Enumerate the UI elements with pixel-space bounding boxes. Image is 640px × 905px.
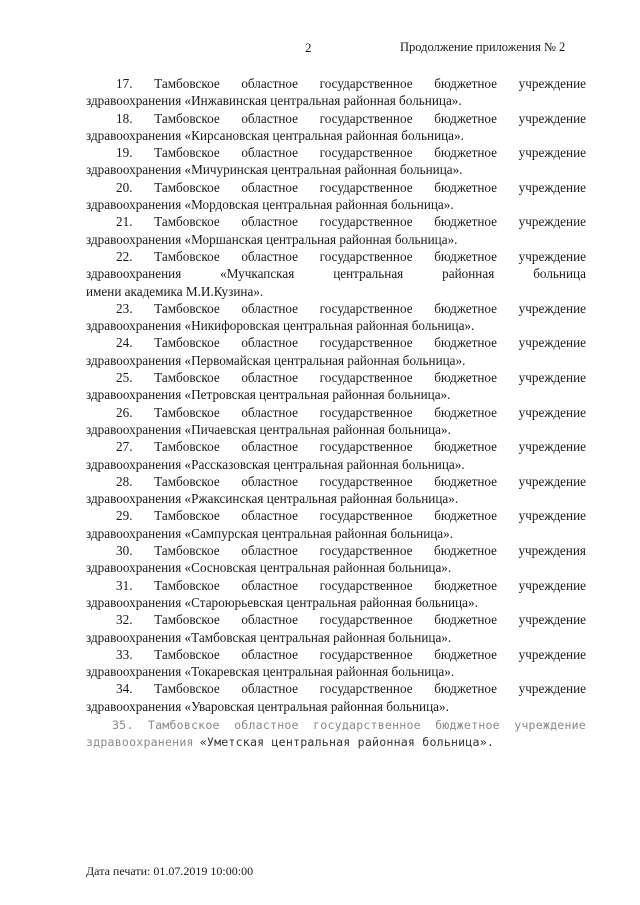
item-first-line — [86, 680, 586, 697]
item-word: учреждение — [518, 248, 586, 264]
item-number: 32. — [116, 612, 133, 628]
item-last-line: здравоохранения «Староюрьевская центральная районная больница». — [86, 594, 478, 610]
item-word: учреждение — [518, 508, 586, 524]
item-first-line — [86, 507, 586, 524]
item-word: Тамбовское — [154, 612, 220, 628]
item-word: учреждение — [518, 681, 586, 697]
item-first-line — [86, 577, 586, 594]
item-first-line — [86, 75, 586, 92]
item-word: бюджетное — [434, 145, 498, 161]
item-word: государственное — [319, 214, 413, 230]
item-first-line — [86, 404, 586, 421]
item-word: Тамбовское — [154, 646, 220, 662]
item-last-line: здравоохранения «Ржаксинская центральная районная больница». — [86, 491, 459, 507]
list-item — [86, 248, 586, 300]
list-item — [86, 75, 586, 110]
item-word: государственное — [313, 717, 421, 732]
item-number: 22. — [116, 248, 133, 264]
item-word: государственное — [319, 577, 413, 593]
item-first-line — [86, 542, 586, 559]
item-last-line: здравоохранения «Никифоровская центральная районная больница». — [86, 318, 475, 334]
item-word: государственное — [319, 646, 413, 662]
item-first-line — [86, 717, 586, 734]
item-first-line — [86, 473, 586, 490]
item-last-line: здравоохранения «Уваровская центральная районная больница». — [86, 698, 449, 714]
item-word: Тамбовское — [154, 508, 220, 524]
item-number: 18. — [116, 110, 133, 126]
list-item — [86, 369, 586, 404]
list-items — [86, 75, 586, 715]
list-item — [86, 300, 586, 335]
item-word: областное — [241, 214, 299, 230]
item-word: больница — [533, 266, 586, 282]
item-word: областное — [241, 681, 299, 697]
item-word: областное — [241, 179, 299, 195]
item-first-line — [86, 369, 586, 386]
item-word: Тамбовское — [154, 439, 220, 455]
item-institution-name: «Уметская центральная районная больница». — [199, 735, 495, 750]
item-word: областное — [241, 335, 299, 351]
item-word: государственное — [319, 508, 413, 524]
item-word: Тамбовское — [154, 300, 220, 316]
item-word: бюджетное — [434, 543, 497, 559]
item-last-line: здравоохранения «Мордовская центральная районная больница». — [86, 197, 454, 213]
item-word: государственное — [319, 612, 413, 628]
item-word: областное — [241, 439, 299, 455]
continuation-header: Продолжение приложения № 2 — [400, 40, 566, 54]
item-first-line — [86, 248, 586, 265]
item-word: бюджетное — [434, 300, 498, 316]
list-item — [86, 473, 586, 508]
item-number: 35. — [112, 717, 134, 732]
item-word: районная — [442, 266, 495, 282]
item-word: бюджетное — [434, 76, 498, 91]
item-last-line: здравоохранения «Кирсановская центральная районная больница». — [86, 127, 464, 143]
item-word: государственное — [319, 439, 413, 455]
item-number: 20. — [116, 179, 133, 195]
item-last-line: здравоохранения «Тамбовская центральная районная больница». — [86, 629, 452, 645]
item-word: государственное — [319, 473, 413, 489]
item-first-line — [86, 213, 586, 230]
item-word: учреждение — [518, 612, 586, 628]
item-word: государственное — [319, 110, 413, 126]
item-word: Тамбовское — [154, 110, 220, 126]
item-word: областное — [241, 473, 299, 489]
item-word: учреждение — [518, 335, 586, 351]
item-last-line: имени академика М.И.Кузина». — [86, 283, 264, 299]
item-word: Тамбовское — [154, 473, 220, 489]
item-word: областное — [241, 543, 298, 559]
list-item — [86, 680, 586, 715]
item-word: учреждение — [518, 110, 586, 126]
item-word: Тамбовское — [154, 76, 220, 91]
item-word: учреждение — [518, 370, 586, 386]
item-word: бюджетное — [435, 717, 500, 732]
item-number: 21. — [116, 214, 133, 230]
item-word: Тамбовское — [154, 543, 220, 559]
item-first-line — [86, 611, 586, 628]
item-word: государственное — [319, 370, 413, 386]
item-number: 19. — [116, 145, 133, 161]
list-item — [86, 144, 586, 179]
item-word: Тамбовское — [154, 179, 220, 195]
item-word: областное — [241, 508, 299, 524]
item-word: бюджетное — [434, 612, 498, 628]
item-word: областное — [241, 370, 299, 386]
item-word: областное — [234, 717, 299, 732]
item-number: 29. — [116, 508, 133, 524]
item-first-line — [86, 179, 586, 196]
item-word: учреждения — [518, 543, 586, 559]
item-word: Тамбовское — [154, 248, 220, 264]
list-item — [86, 404, 586, 439]
item-word: Тамбовское — [154, 404, 220, 420]
item-word: областное — [241, 76, 299, 91]
item-word: бюджетное — [434, 214, 498, 230]
item-word: бюджетное — [434, 577, 498, 593]
item-word: государственное — [319, 300, 413, 316]
item-number: 30. — [116, 543, 133, 559]
list-item — [86, 179, 586, 214]
item-middle-line — [86, 265, 586, 282]
item-first-line — [86, 646, 586, 663]
print-date: Дата печати: 01.07.2019 10:00:00 — [86, 864, 254, 878]
item-word: областное — [241, 300, 299, 316]
item-word: государственное — [319, 248, 413, 264]
list-item — [86, 110, 586, 145]
item-number: 24. — [116, 335, 133, 351]
item-number: 28. — [116, 473, 133, 489]
item-number: 27. — [116, 439, 133, 455]
item-first-line — [86, 334, 586, 351]
item-word: центральная — [333, 266, 404, 282]
item-word: областное — [241, 404, 299, 420]
item-word: бюджетное — [434, 335, 498, 351]
list-item — [86, 334, 586, 369]
item-number: 17. — [116, 76, 133, 91]
list-item — [86, 577, 586, 612]
item-last-line: здравоохранения «Токаревская центральная районная больница». — [86, 664, 455, 680]
item-last-line: здравоохранения «Сампурская центральная районная больница». — [86, 525, 454, 541]
item-first-line — [86, 144, 586, 161]
item-number: 26. — [116, 404, 133, 420]
item-word: областное — [241, 110, 299, 126]
item-word: бюджетное — [434, 473, 498, 489]
list-item — [86, 542, 586, 577]
page-number: 2 — [305, 40, 312, 55]
item-word: бюджетное — [434, 110, 498, 126]
item-last-line: здравоохранения «Инжавинская центральная районная больница». — [86, 93, 462, 109]
item-number: 33. — [116, 646, 133, 662]
item-word: бюджетное — [434, 681, 498, 697]
item-word: Тамбовское — [154, 145, 220, 161]
institution-list — [86, 75, 586, 752]
item-word: учреждение — [518, 404, 586, 420]
item-word: здравоохранения — [86, 735, 194, 750]
item-word: Тамбовское — [154, 681, 220, 697]
list-item — [86, 213, 586, 248]
list-item-35 — [86, 717, 586, 752]
item-word: государственное — [319, 76, 413, 91]
item-last-line: здравоохранения «Пичаевская центральная районная больница». — [86, 421, 451, 437]
item-word: учреждение — [518, 76, 586, 91]
item-word: учреждение — [514, 717, 586, 732]
item-first-line — [86, 438, 586, 455]
item-word: учреждение — [518, 577, 586, 593]
item-word: бюджетное — [434, 439, 498, 455]
item-word: учреждение — [518, 300, 586, 316]
list-item — [86, 611, 586, 646]
item-word: бюджетное — [434, 646, 498, 662]
item-word: Тамбовское — [154, 577, 220, 593]
item-word: государственное — [319, 543, 413, 559]
item-first-line — [86, 300, 586, 317]
list-item — [86, 507, 586, 542]
item-last-line — [86, 734, 586, 751]
item-word: Тамбовское — [154, 335, 220, 351]
item-word: бюджетное — [434, 404, 498, 420]
item-word: государственное — [319, 335, 413, 351]
item-word: учреждение — [518, 646, 586, 662]
item-word: государственное — [319, 179, 413, 195]
item-word: Тамбовское — [154, 370, 220, 386]
item-number: 34. — [116, 681, 133, 697]
item-last-line: здравоохранения «Мичуринская центральная районная больница». — [86, 162, 463, 178]
item-word: областное — [241, 612, 299, 628]
item-word: бюджетное — [434, 508, 498, 524]
item-word: государственное — [319, 681, 413, 697]
item-last-line: здравоохранения «Рассказовская центральная районная больница». — [86, 456, 465, 472]
list-item — [86, 646, 586, 681]
item-last-line: здравоохранения «Моршанская центральная районная больница». — [86, 231, 458, 247]
list-item — [86, 438, 586, 473]
item-word: областное — [241, 248, 299, 264]
item-last-line: здравоохранения «Петровская центральная районная больница». — [86, 387, 451, 403]
item-word: учреждение — [518, 179, 586, 195]
item-word: здравоохранения — [86, 266, 182, 282]
item-word: бюджетное — [434, 248, 498, 264]
item-word: бюджетное — [434, 179, 498, 195]
item-word: учреждение — [518, 473, 586, 489]
item-word: областное — [241, 577, 299, 593]
item-word: областное — [241, 646, 299, 662]
item-last-line: здравоохранения «Первомайская центральная районная больница». — [86, 352, 466, 368]
item-number: 25. — [116, 370, 133, 386]
item-word: областное — [241, 145, 299, 161]
item-word: государственное — [319, 145, 413, 161]
item-word: «Мучкапская — [220, 266, 295, 282]
item-number: 31. — [116, 577, 133, 593]
item-word: учреждение — [518, 145, 586, 161]
item-word: учреждение — [518, 439, 586, 455]
item-first-line — [86, 110, 586, 127]
item-word: Тамбовское — [147, 717, 220, 732]
item-word: государственное — [319, 404, 413, 420]
item-last-line: здравоохранения «Сосновская центральная районная больница». — [86, 560, 452, 576]
item-word: бюджетное — [434, 370, 498, 386]
item-word: Тамбовское — [154, 214, 220, 230]
item-word: учреждение — [518, 214, 586, 230]
item-number: 23. — [116, 300, 133, 316]
